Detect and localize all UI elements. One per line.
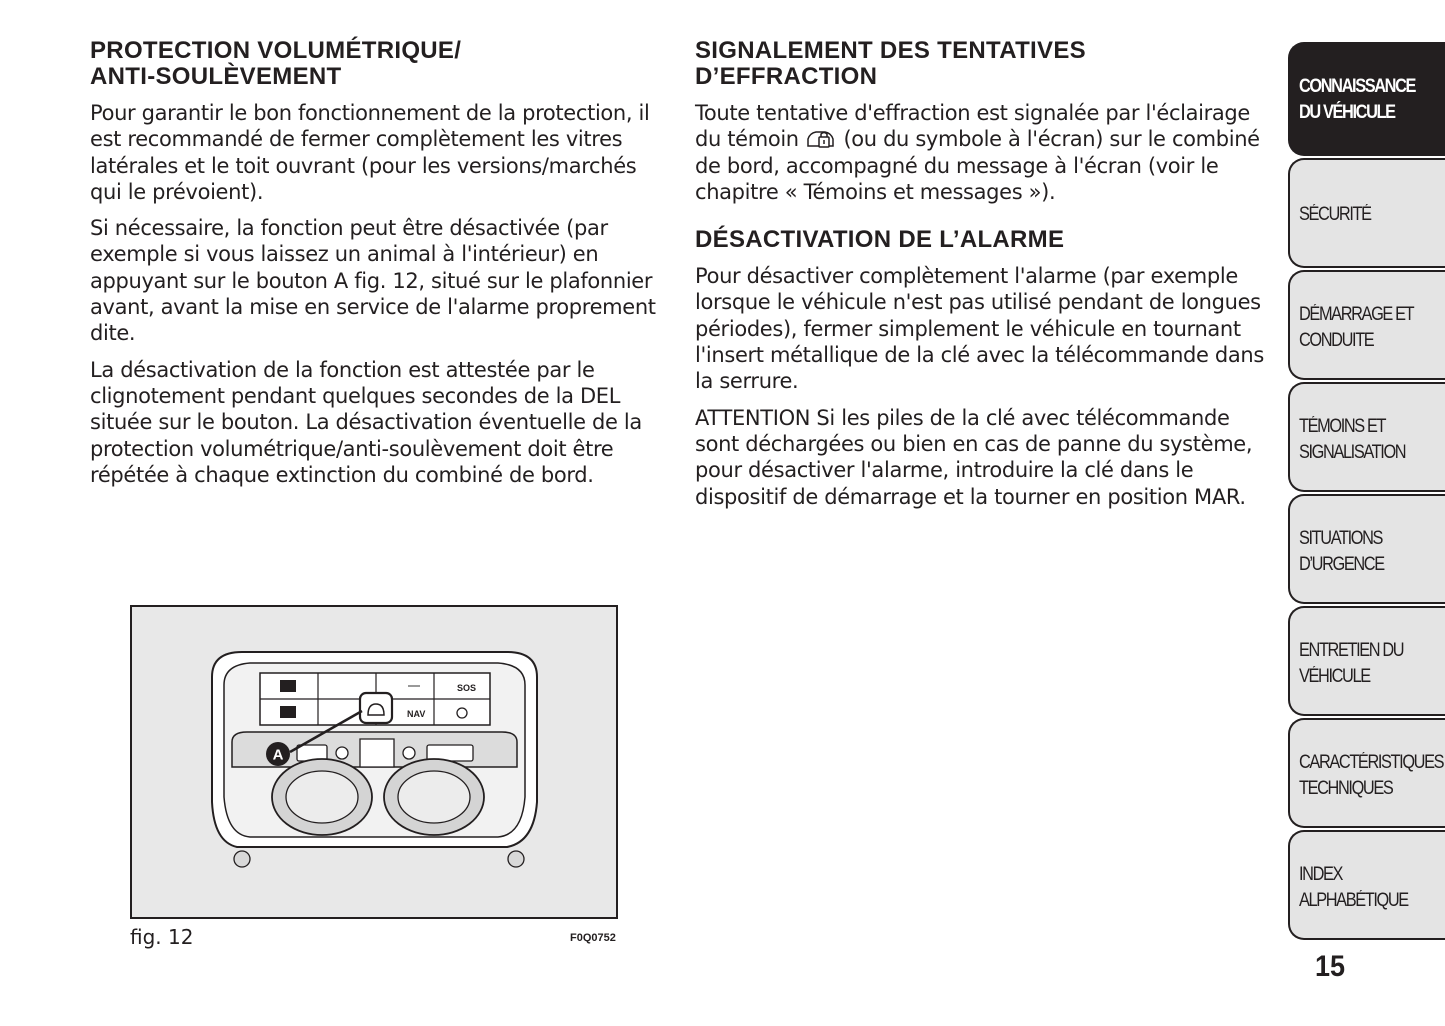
tab-temoins-et-signalisation[interactable]: TÉMOINS ET SIGNALISATION bbox=[1288, 382, 1445, 492]
figure-roof-console bbox=[130, 605, 618, 919]
sos-label: SOS bbox=[457, 683, 477, 693]
figure-code: F0Q0752 bbox=[570, 932, 616, 944]
paragraph: La désactivation de la fonction est attestée par le clignotement pendant quelques secondes de la DEL située sur le bouton. La désactivation éventuelle de la protection volumétrique/anti-soulèvement doit être répétée à chaque extinction du combiné de bord. bbox=[90, 357, 642, 487]
figure-caption: fig. 12 bbox=[130, 925, 194, 949]
tab-securite[interactable]: SÉCURITÉ bbox=[1288, 158, 1445, 268]
roof-console-illustration bbox=[132, 607, 616, 917]
section-heading-break-in-signal: SIGNALEMENT DES TENTATIVES D’EFFRACTION bbox=[695, 37, 1086, 90]
alarm-warning-light-icon bbox=[805, 128, 837, 150]
tab-demarrage-et-conduite[interactable]: DÉMARRAGE ET CONDUITE bbox=[1288, 270, 1445, 380]
section-heading-volumetric-protection: PROTECTION VOLUMÉTRIQUE/ ANTI-SOULÈVEMENT bbox=[90, 37, 462, 90]
paragraph: Pour désactiver complètement l'alarme (par exemple lorsque le véhicule n'est pas utilisé pendant de longues périodes), fermer simplement le véhicule en tournant l'insert métallique de la clé avec la télécommande dans la serrure. bbox=[695, 264, 1264, 394]
nav-label: NAV bbox=[407, 709, 426, 719]
paragraph: Si nécessaire, la fonction peut être désactivée (par exemple si vous laissez un animal à l'intérieur) en appuyant sur le bouton A fig. 12, situé sur le plafonnier avant, avant la mise en service de l'alarme proprement dite. bbox=[90, 216, 656, 346]
paragraph: Pour garantir le bon fonctionnement de la protection, il est recommandé de fermer complètement les vitres latérales et le toit ouvrant (pour les versions/marchés qui le prévoient). bbox=[90, 101, 650, 204]
section-heading-alarm-deactivation: DÉSACTIVATION DE L’ALARME bbox=[695, 226, 1065, 254]
left-column bbox=[90, 38, 670, 498]
callout-a-label: A bbox=[272, 746, 284, 764]
chapter-tabs bbox=[1288, 42, 1445, 942]
tab-connaissance-du-vehicule[interactable]: CONNAISSANCE DU VÉHICULE bbox=[1288, 42, 1445, 156]
tab-situations-d-urgence[interactable]: SITUATIONS D’URGENCE bbox=[1288, 494, 1445, 604]
tab-entretien-du-vehicule[interactable]: ENTRETIEN DU VÉHICULE bbox=[1288, 606, 1445, 716]
warning-paragraph: ATTENTION Si les piles de la clé avec télécommande sont déchargées ou bien en cas de panne du système, pour désactiver l'alarme, introduire la clé dans le dispositif de démarrage et la tourner en position MAR. bbox=[695, 405, 1253, 509]
page-number: 15 bbox=[1315, 950, 1346, 983]
paragraph: Toute tentative d'effraction est signalée par l'éclairage du témoin (ou du symbole à l'écran) sur le combiné de bord, accompagné du message à l'écran (voir le chapitre « Témoins et messages »). bbox=[695, 101, 1260, 204]
tab-index-alphabetique[interactable]: INDEX ALPHABÉTIQUE bbox=[1288, 830, 1445, 940]
right-column bbox=[695, 38, 1270, 520]
tab-caracteristiques-techniques[interactable]: CARACTÉRISTIQUES TECHNIQUES bbox=[1288, 718, 1445, 828]
